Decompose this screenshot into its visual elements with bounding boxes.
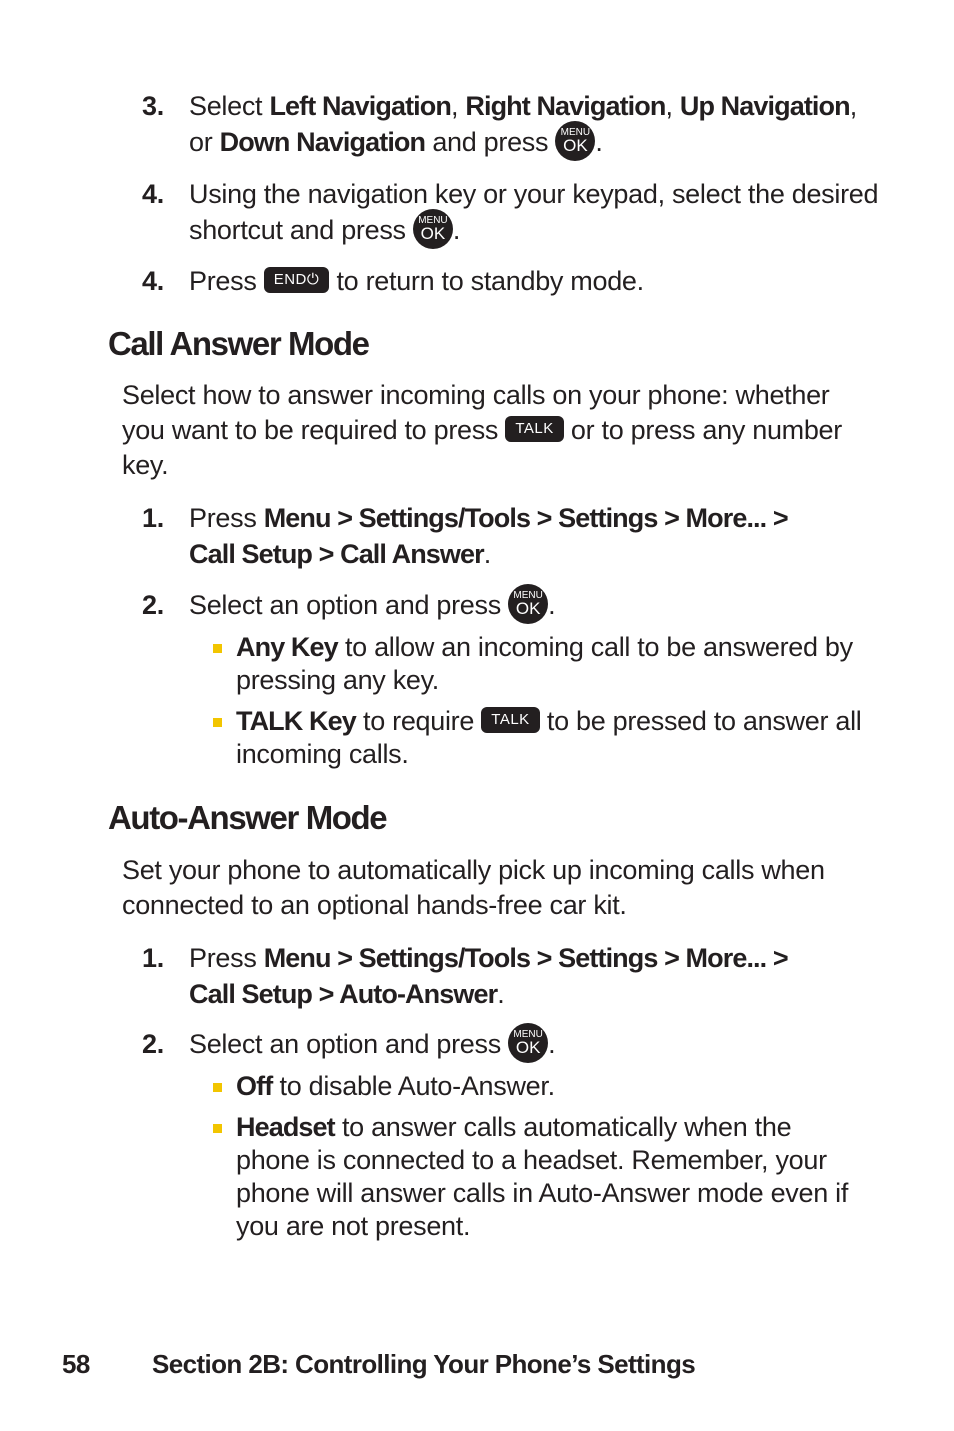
- step-text: , or: [189, 91, 857, 158]
- bullet-headset: [213, 1111, 863, 1243]
- step-text: Select an option and press: [189, 590, 509, 621]
- bullet-square-icon: [213, 1124, 222, 1133]
- intro-text: Select how to answer incoming calls on your phone: whether you want to be required to press: [122, 380, 830, 445]
- step-text: .: [595, 127, 603, 158]
- ok-key-label: OK: [515, 599, 541, 618]
- step-select-shortcut: [142, 176, 882, 252]
- bullet-any-key: [213, 631, 863, 697]
- ok-key-label: OK: [515, 1038, 541, 1057]
- step-number: 2.: [142, 590, 164, 620]
- option-right-navigation: Right Navigation: [465, 91, 666, 121]
- menu-path: Menu > Settings/Tools > Settings > More... > Call Setup > Call Answer: [189, 503, 788, 569]
- auto-answer-step-1: [142, 940, 882, 1012]
- intro-text: or to press any number key.: [122, 415, 842, 480]
- menu-ok-key-icon: [508, 584, 548, 624]
- bullet-text: to answer calls automatically when the phone is connected to a headset. Remember, your phone will answer calls in Auto-Answer mode even if you are not present.: [236, 1112, 849, 1241]
- step-text: .: [497, 979, 505, 1009]
- auto-answer-step-2: [142, 1026, 882, 1066]
- step-press-end: [142, 263, 882, 299]
- call-answer-intro: [122, 378, 867, 483]
- call-answer-step-1: [142, 500, 882, 572]
- menu-path: Menu > Settings/Tools > Settings > More... > Call Setup > Auto-Answer: [189, 943, 788, 1009]
- step-text: Press: [189, 943, 264, 973]
- bullet-square-icon: [213, 718, 222, 727]
- menu-key-label: MENU: [560, 127, 591, 138]
- heading-call-answer-mode: Call Answer Mode: [108, 325, 369, 362]
- step-text: Select: [189, 91, 270, 121]
- step-text: Using the navigation key or your keypad, select the desired shortcut and press: [189, 179, 879, 246]
- menu-key-label: MENU: [418, 215, 448, 226]
- talk-key-icon: TALK: [481, 707, 539, 733]
- section-title: Section 2B: Controlling Your Phone’s Settings: [152, 1349, 696, 1379]
- menu-ok-key-icon: [555, 121, 595, 161]
- step-number: 4.: [142, 179, 164, 209]
- option-off: Off: [236, 1071, 273, 1101]
- step-text: .: [548, 590, 556, 621]
- step-text: Press: [189, 503, 264, 533]
- bullet-off: [213, 1070, 863, 1103]
- option-left-navigation: Left Navigation: [269, 91, 451, 121]
- bullet-text: to be pressed to answer all incoming calls.: [236, 706, 862, 769]
- step-number: 1.: [142, 503, 164, 533]
- ok-key-label: OK: [420, 224, 446, 243]
- option-down-navigation: Down Navigation: [219, 127, 426, 158]
- bullet-square-icon: [213, 644, 222, 653]
- bullet-text: to allow an incoming call to be answered by pressing any key.: [236, 632, 853, 695]
- step-number: 4.: [142, 266, 164, 296]
- step-select-navigation: [142, 88, 882, 164]
- ok-key-label: OK: [563, 136, 588, 155]
- step-number: 1.: [142, 943, 164, 973]
- step-number: 2.: [142, 1029, 164, 1059]
- step-text: ,: [450, 91, 466, 121]
- step-text: .: [452, 215, 461, 246]
- call-answer-step-2: [142, 587, 882, 627]
- auto-answer-intro: Set your phone to automatically pick up incoming calls when connected to an optional hands-free car kit.: [122, 855, 825, 920]
- menu-key-label: MENU: [513, 1029, 543, 1040]
- option-up-navigation: Up Navigation: [679, 91, 850, 121]
- step-text: Press: [189, 266, 264, 296]
- step-text: .: [483, 539, 491, 569]
- talk-key-icon: TALK: [505, 416, 563, 442]
- step-text: .: [548, 1029, 556, 1060]
- step-text: ,: [665, 91, 680, 121]
- end-key-icon: END⏻: [264, 267, 330, 293]
- option-headset: Headset: [236, 1112, 335, 1142]
- step-number: 3.: [142, 91, 164, 121]
- step-text: to return to standby mode.: [329, 266, 644, 296]
- option-any-key: Any Key: [236, 632, 338, 662]
- page-number: 58: [62, 1349, 90, 1379]
- step-text: Select an option and press: [189, 1029, 509, 1060]
- bullet-square-icon: [213, 1083, 222, 1092]
- step-text: and press: [425, 127, 556, 158]
- bullet-talk-key: [213, 705, 863, 771]
- menu-key-label: MENU: [513, 590, 543, 601]
- bullet-text: to disable Auto-Answer.: [272, 1071, 555, 1101]
- option-talk-key: TALK Key: [236, 706, 356, 736]
- bullet-text: to require: [355, 706, 482, 736]
- menu-ok-key-icon: [508, 1023, 548, 1063]
- menu-ok-key-icon: [413, 209, 453, 249]
- heading-auto-answer-mode: Auto-Answer Mode: [108, 799, 387, 836]
